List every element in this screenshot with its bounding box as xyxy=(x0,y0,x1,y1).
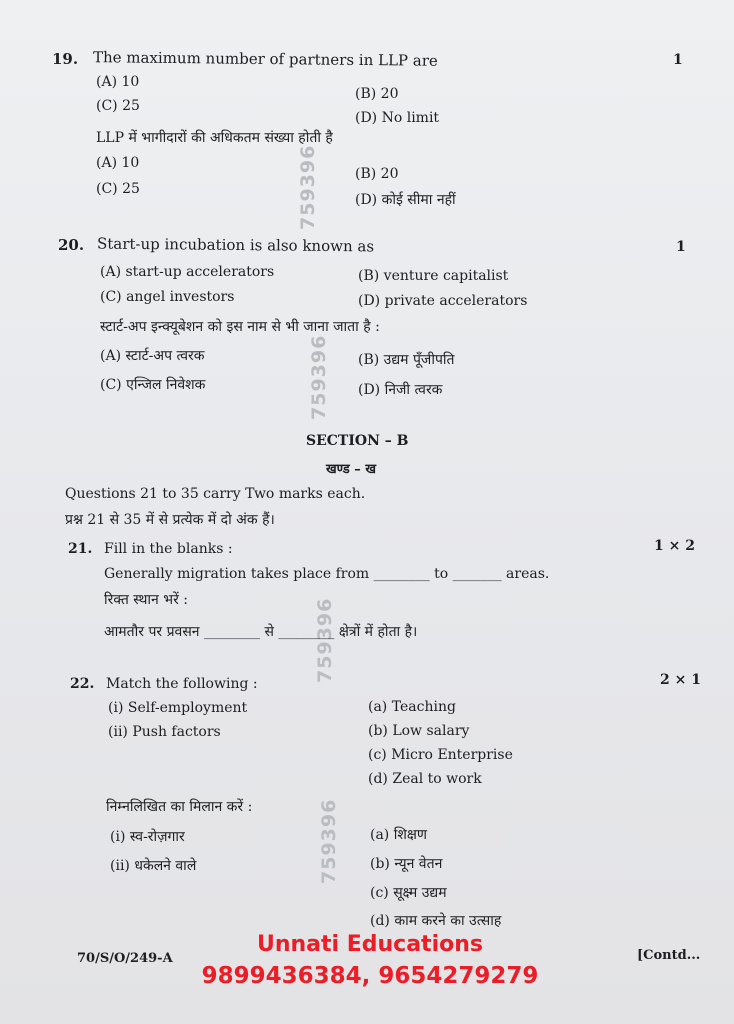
brand-name: Unnati Educations xyxy=(256,932,483,957)
continued-marker: [Contd... xyxy=(637,948,701,963)
watermark: 759396 xyxy=(308,334,330,420)
marks: 1 × 2 xyxy=(654,538,695,554)
match-right-item: (c) Micro Enterprise xyxy=(368,747,513,763)
question-text-hindi: LLP में भागीदारों की अधिकतम संख्या होती है xyxy=(96,130,333,146)
brand-phones: 9899436384, 9654279279 xyxy=(201,963,539,989)
option-a: (A) 10 xyxy=(96,74,140,90)
question-text-hindi: स्टार्ट-अप इन्क्यूबेशन को इस नाम से भी जाना जाता है : xyxy=(100,319,380,335)
match-left-item-hindi: (i) स्व-रोज़गार xyxy=(110,829,185,845)
question-text: The maximum number of partners in LLP are xyxy=(92,48,438,70)
question-number: 22. xyxy=(70,676,95,692)
question-text-hindi: रिक्त स्थान भरें : xyxy=(104,592,188,608)
fill-blank-line: Generally migration takes place from ________ to _______ areas. xyxy=(104,566,550,582)
question-text-hindi: निम्नलिखित का मिलान करें : xyxy=(106,799,253,815)
match-left-item: (ii) Push factors xyxy=(108,724,221,740)
option-b-hindi: (B) 20 xyxy=(355,166,399,182)
match-right-item-hindi: (c) सूक्ष्म उद्यम xyxy=(370,885,447,901)
marks: 1 xyxy=(673,52,683,68)
option-c-hindi: (C) एन्जिल निवेशक xyxy=(100,377,206,393)
question-number: 21. xyxy=(68,541,93,557)
question-number: 19. xyxy=(52,50,79,68)
option-d-hindi: (D) कोई सीमा नहीं xyxy=(355,192,456,208)
match-right-item: (a) Teaching xyxy=(368,699,456,715)
match-left-item-hindi: (ii) धकेलने वाले xyxy=(110,858,197,874)
option-c: (C) 25 xyxy=(96,98,140,114)
section-instructions: Questions 21 to 35 carry Two marks each. xyxy=(65,486,366,502)
marks: 2 × 1 xyxy=(660,672,701,688)
watermark: 759396 xyxy=(297,144,319,230)
match-right-item: (d) Zeal to work xyxy=(368,771,482,787)
option-d: (D) private accelerators xyxy=(358,293,528,309)
question-text: Start-up incubation is also known as xyxy=(96,234,375,256)
match-left-item: (i) Self-employment xyxy=(108,700,248,716)
section-title: SECTION – B xyxy=(306,433,409,449)
watermark: 759396 xyxy=(314,597,336,683)
option-b: (B) venture capitalist xyxy=(358,268,509,284)
option-a-hindi: (A) 10 xyxy=(96,155,140,171)
option-b: (B) 20 xyxy=(355,86,399,102)
watermark: 759396 xyxy=(318,798,340,884)
question-text: Fill in the blanks : xyxy=(104,541,233,557)
option-c: (C) angel investors xyxy=(100,289,235,305)
option-c-hindi: (C) 25 xyxy=(96,181,140,197)
section-instructions-hindi: प्रश्न 21 से 35 में से प्रत्येक में दो अंक हैं। xyxy=(65,512,275,528)
marks: 1 xyxy=(676,239,686,255)
paper-code: 70/S/O/249-A xyxy=(77,951,173,966)
option-d-hindi: (D) निजी त्वरक xyxy=(358,382,443,398)
section-title-hindi: खण्ड – ख xyxy=(326,462,376,477)
match-right-item-hindi: (a) शिक्षण xyxy=(370,827,428,843)
option-b-hindi: (B) उद्यम पूँजीपति xyxy=(358,352,455,368)
question-text: Match the following : xyxy=(106,676,258,692)
match-right-item: (b) Low salary xyxy=(368,723,470,739)
option-d: (D) No limit xyxy=(355,110,440,126)
match-right-item-hindi: (d) काम करने का उत्साह xyxy=(370,913,502,929)
question-number: 20. xyxy=(58,236,85,254)
fill-blank-line-hindi: आमतौर पर प्रवसन ________ से ________ क्षेत्रों में होता है। xyxy=(104,624,418,640)
option-a-hindi: (A) स्टार्ट-अप त्वरक xyxy=(100,348,205,364)
match-right-item-hindi: (b) न्यून वेतन xyxy=(370,856,443,872)
option-a: (A) start-up accelerators xyxy=(100,264,275,280)
